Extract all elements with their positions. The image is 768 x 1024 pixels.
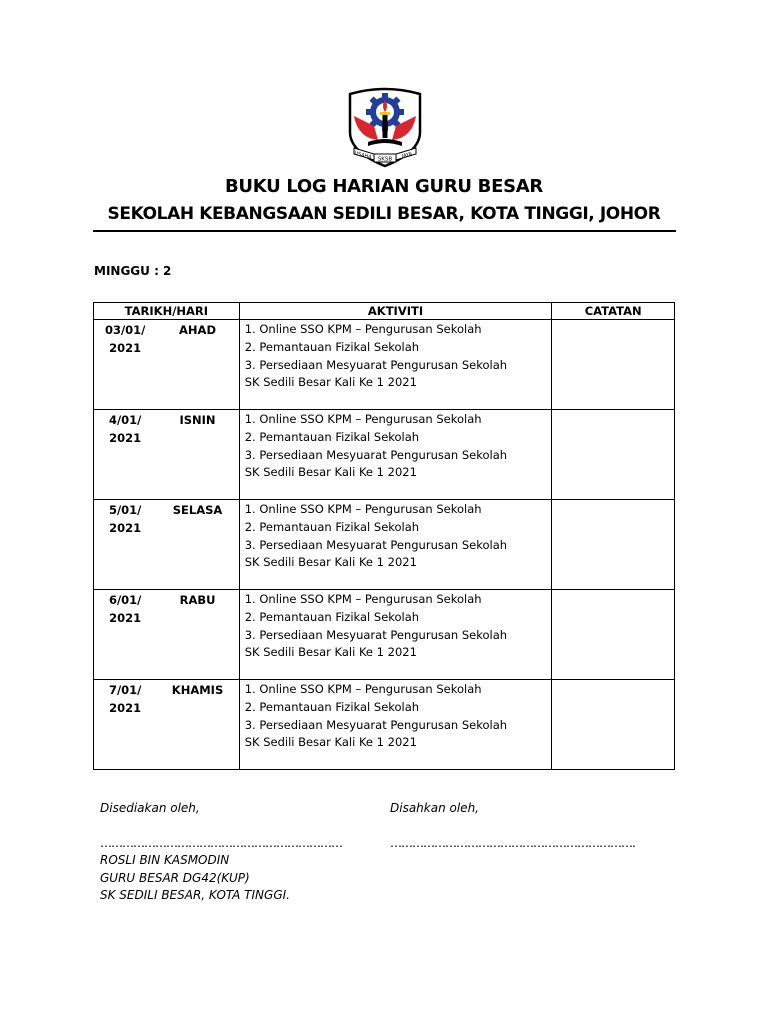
header-date-day: TARIKH/HARI	[94, 303, 240, 320]
day-cell: SELASA	[156, 500, 239, 590]
activity-cell	[239, 680, 552, 770]
activity-line: 2. Pemantauan Fizikal Sekolah	[244, 429, 420, 444]
activity-line: 3. Persediaan Mesyuarat Pengurusan Sekolah	[244, 447, 508, 462]
week-label: MINGGU : 2	[94, 264, 172, 278]
note-cell	[552, 590, 675, 680]
crest-motto-left: USAHA	[353, 150, 373, 161]
activity-line: 3. Persediaan Mesyuarat Pengurusan Sekolah	[244, 627, 508, 642]
table-row	[94, 410, 675, 500]
date-text: 7/01/	[108, 683, 142, 697]
date-cell	[94, 680, 157, 770]
school-crest-logo	[344, 86, 426, 172]
date-cell	[94, 320, 157, 410]
activity-line: 3. Persediaan Mesyuarat Pengurusan Sekolah	[244, 537, 508, 552]
signatory-school: SK SEDILI BESAR, KOTA TINGGI.	[100, 888, 290, 902]
activity-line: 2. Pemantauan Fizikal Sekolah	[244, 519, 420, 534]
activity-log-table	[93, 302, 675, 770]
year-text: 2021	[109, 341, 142, 355]
activity-cell	[239, 320, 552, 410]
table-row	[94, 500, 675, 590]
note-cell	[552, 410, 675, 500]
table-row	[94, 680, 675, 770]
day-cell: AHAD	[156, 320, 239, 410]
activity-cell	[239, 500, 552, 590]
activity-line: 2. Pemantauan Fizikal Sekolah	[244, 699, 420, 714]
date-cell	[94, 410, 157, 500]
day-cell: ISNIN	[156, 410, 239, 500]
activity-line: SK Sedili Besar Kali Ke 1 2021	[244, 645, 417, 660]
activity-cell	[239, 410, 552, 500]
activity-line: SK Sedili Besar Kali Ke 1 2021	[244, 465, 417, 480]
activity-line: SK Sedili Besar Kali Ke 1 2021	[244, 555, 417, 570]
day-cell: RABU	[156, 590, 239, 680]
prepared-by-label: Disediakan oleh,	[100, 801, 200, 815]
page-title: BUKU LOG HARIAN GURU BESAR	[225, 176, 543, 197]
table-header-row	[94, 303, 675, 320]
date-cell	[94, 590, 157, 680]
header-divider	[93, 230, 676, 232]
date-text: 4/01/	[108, 413, 142, 427]
date-text: 6/01/	[108, 593, 142, 607]
activity-line: 2. Pemantauan Fizikal Sekolah	[244, 339, 420, 354]
crest-motto-right: JAYA	[401, 151, 413, 160]
activity-line: 1. Online SSO KPM – Pengurusan Sekolah	[244, 412, 482, 426]
table-row	[94, 590, 675, 680]
crest-abbrev: SKSB	[377, 156, 393, 163]
activity-line: 3. Persediaan Mesyuarat Pengurusan Sekolah	[244, 717, 508, 732]
activity-line: 1. Online SSO KPM – Pengurusan Sekolah	[244, 592, 482, 606]
approved-signature-line: ………………………………………………………….	[390, 836, 635, 850]
year-text: 2021	[109, 521, 142, 535]
activity-line: 1. Online SSO KPM – Pengurusan Sekolah	[244, 322, 482, 336]
signatory-block	[100, 852, 290, 905]
activity-line: SK Sedili Besar Kali Ke 1 2021	[244, 735, 417, 750]
year-text: 2021	[109, 431, 142, 445]
activity-line: 2. Pemantauan Fizikal Sekolah	[244, 609, 420, 624]
header-activity: AKTIVITI	[239, 303, 552, 320]
note-cell	[552, 680, 675, 770]
header-note: CATATAN	[552, 303, 675, 320]
activity-cell	[239, 590, 552, 680]
approved-by-label: Disahkan oleh,	[390, 801, 479, 815]
table-row	[94, 320, 675, 410]
activity-line: 1. Online SSO KPM – Pengurusan Sekolah	[244, 502, 482, 516]
activity-line: 3. Persediaan Mesyuarat Pengurusan Sekolah	[244, 357, 508, 372]
date-text: 03/01/	[104, 323, 146, 337]
school-name: SEKOLAH KEBANGSAAN SEDILI BESAR, KOTA TINGGI, JOHOR	[107, 204, 661, 224]
year-text: 2021	[109, 701, 142, 715]
note-cell	[552, 500, 675, 590]
signatory-name: ROSLI BIN KASMODIN	[100, 853, 230, 867]
note-cell	[552, 320, 675, 410]
date-text: 5/01/	[108, 503, 142, 517]
activity-line: 1. Online SSO KPM – Pengurusan Sekolah	[244, 682, 482, 696]
year-text: 2021	[109, 611, 142, 625]
date-cell	[94, 500, 157, 590]
activity-line: SK Sedili Besar Kali Ke 1 2021	[244, 375, 417, 390]
signatory-position: GURU BESAR DG42(KUP)	[100, 870, 250, 885]
day-cell: KHAMIS	[156, 680, 239, 770]
prepared-signature-line: …………………………………………………………	[100, 836, 342, 850]
